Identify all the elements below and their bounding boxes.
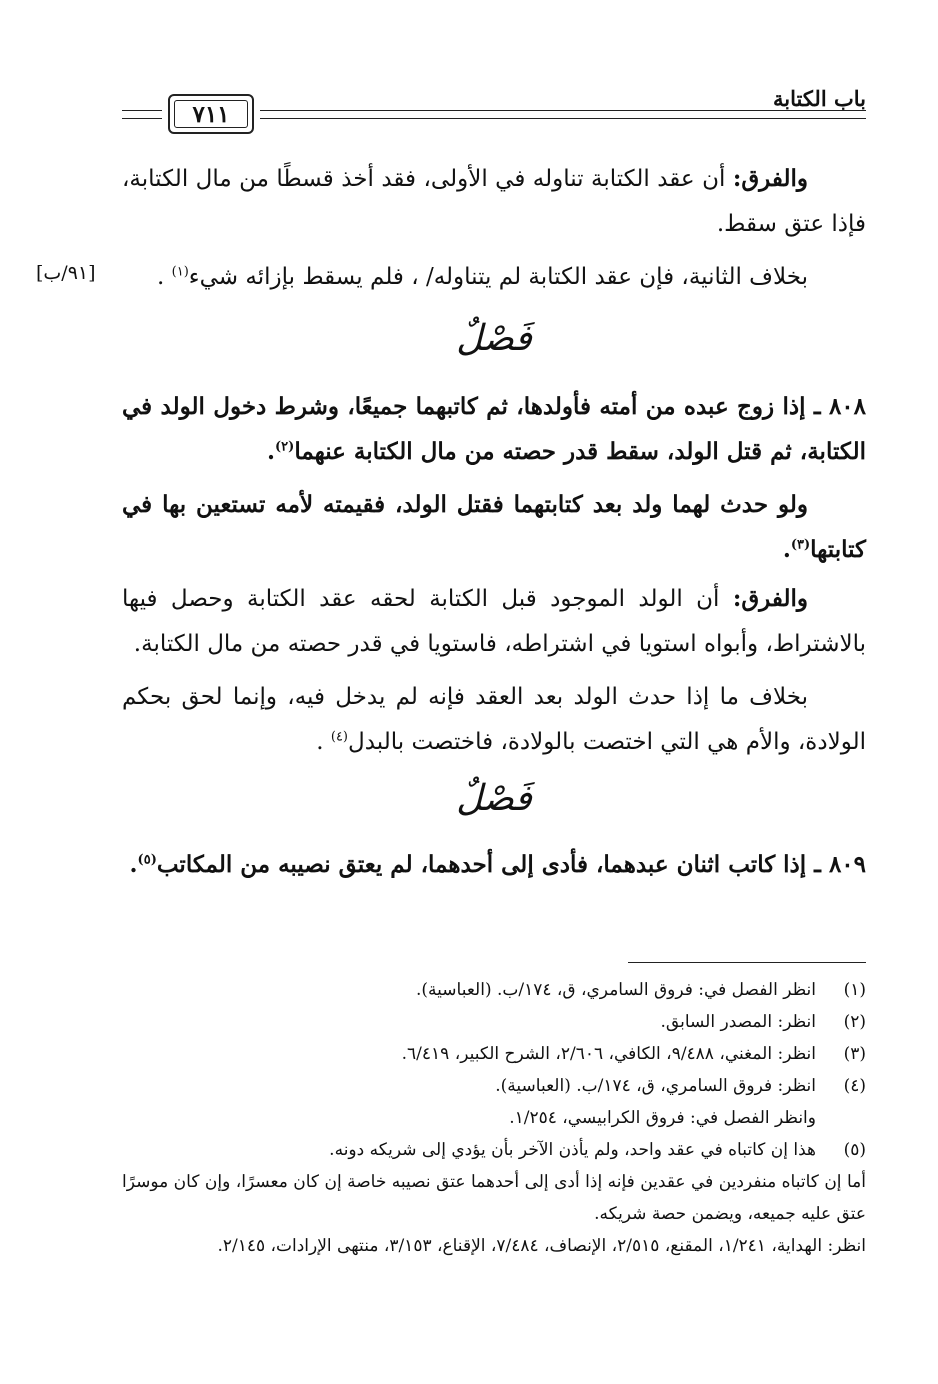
page-number-frame — [168, 94, 254, 134]
footnote-ref-3[interactable]: (٣) — [790, 537, 811, 553]
footnote-4-continuation: وانظر الفصل في: فروق الكرابيسي، ١/٢٥٤. — [509, 1108, 816, 1128]
footnote-number: (١) — [843, 980, 866, 1000]
footnote-ref-4[interactable]: (٤) — [330, 729, 348, 745]
issue-808-end: . — [267, 438, 276, 465]
difference-808-contrast — [122, 675, 866, 765]
section-heading-fasl-2: فَصْلٌ — [456, 778, 532, 819]
issue-808-second-end: . — [782, 536, 791, 563]
footnote-text: هذا إن كاتباه في عقد واحد، ولم يأذن الآخر بأن يؤدي إلى شريكه دونه. — [329, 1140, 816, 1160]
issue-808-body: ٨٠٨ ـ إذا زوج عبده من أمته فأولدها، ثم كاتبهما جميعًا، وشرط دخول الولد في الكتابة، ثم قتل الولد، سقط قدر حصته من مال الكتابة عنهما — [122, 393, 866, 465]
footnote-4 — [122, 1070, 866, 1102]
issue-808-second-body: ولو حدث لهما ولد بعد كتابتهما فقتل الولد، فقيمته لأمه تستعين بها في كتابتها — [122, 491, 866, 563]
difference-808-text: أن الولد الموجود قبل الكتابة لحقه عقد الكتابة وحصل فيها بالاشتراط، وأبواه استويا في اشتراطه، فاستويا في قدر حصته من مال الكتابة. — [122, 586, 866, 657]
page-number: ٧١١ — [192, 100, 230, 128]
manuscript-folio-marker: [٩١/ب] — [36, 262, 96, 284]
issue-808-text — [122, 384, 866, 474]
footnote-2 — [122, 1006, 866, 1038]
header-rule-left-top — [122, 110, 162, 111]
footnotes — [122, 974, 866, 1262]
difference-paragraph — [122, 156, 866, 247]
difference-808-paragraph — [122, 576, 866, 667]
footnote-number: (٥) — [843, 1140, 866, 1160]
issue-809-end: . — [129, 851, 138, 878]
footnote-5-continuation-1: أما إن كاتباه منفردين في عقدين فإنه إذا أدى إلى أحدهما عتق نصيبه خاصة إن كان معسرًا، وإن كان موسرًا عتق عليه جميعه، ويضمن حصة شريكه. — [122, 1172, 866, 1224]
contrast-text: بخلاف الثانية، فإن عقد الكتابة لم يتناوله/ ، فلم يسقط بإزائه شيء — [188, 264, 808, 290]
difference-lead: والفرق: — [732, 165, 808, 192]
footnote-text: انظر: فروق السامري، ق، ١٧٤/ب. (العباسية). — [495, 1076, 816, 1096]
header-rule-right-top — [260, 110, 866, 111]
section-heading-fasl-1: فَصْلٌ — [456, 318, 532, 359]
footnote-5 — [122, 1134, 866, 1166]
footnote-1 — [122, 974, 866, 1006]
footnote-text: انظر: المغني، ٩/٤٨٨، الكافي، ٢/٦٠٦، الشرح الكبير، ٦/٤١٩. — [401, 1044, 816, 1064]
footnote-text: انظر الفصل في: فروق السامري، ق، ١٧٤/ب. (العباسية). — [416, 980, 816, 1000]
header-rule-left-bottom — [122, 118, 162, 119]
section-difference-1 — [122, 156, 866, 300]
footnote-text: انظر: المصدر السابق. — [660, 1012, 816, 1032]
footnote-ref-2[interactable]: (٢) — [275, 439, 295, 455]
footnote-ref-5[interactable]: (٥) — [137, 852, 157, 868]
difference-808-contrast-end: . — [316, 729, 331, 755]
issue-809-text — [122, 842, 866, 887]
contrast-paragraph — [122, 255, 866, 300]
footnote-number: (٣) — [843, 1044, 866, 1064]
issue-808-second-case — [122, 482, 866, 572]
issue-808 — [122, 384, 866, 572]
page-header — [122, 84, 866, 132]
footnote-3 — [122, 1038, 866, 1070]
running-title: باب الكتابة — [773, 86, 866, 111]
issue-809-body: ٨٠٩ ـ إذا كاتب اثنان عبدهما، فأدى إلى أحدهما، لم يعتق نصيبه من المكاتب — [156, 851, 866, 878]
section-difference-808 — [122, 576, 866, 765]
header-rule-right-bottom — [260, 118, 866, 119]
difference-text: أن عقد الكتابة تناوله في الأولى، فقد أخذ قسطًا من مال الكتابة، فإذا عتق سقط. — [122, 166, 866, 237]
footnote-5-continuation-2: انظر: الهداية، ١/٢٤١، المقنع، ٢/٥١٥، الإنصاف، ٧/٤٨٤، الإقناع، ٣/١٥٣، منتهى الإرادات، ٢/١٤٥. — [217, 1236, 866, 1256]
difference-808-lead: والفرق: — [732, 585, 808, 612]
contrast-end: . — [157, 264, 172, 290]
footnote-ref-1[interactable]: (١) — [171, 264, 189, 280]
issue-809 — [122, 842, 866, 887]
footnote-number: (٤) — [843, 1076, 866, 1096]
difference-808-contrast-text: بخلاف ما إذا حدث الولد بعد العقد فإنه لم يدخل فيه، وإنما لحق بحكم الولادة، والأم هي التي اختصت بالولادة، فاختصت بالبدل — [122, 684, 866, 755]
footnote-separator — [628, 962, 866, 963]
footnote-number: (٢) — [843, 1012, 866, 1032]
